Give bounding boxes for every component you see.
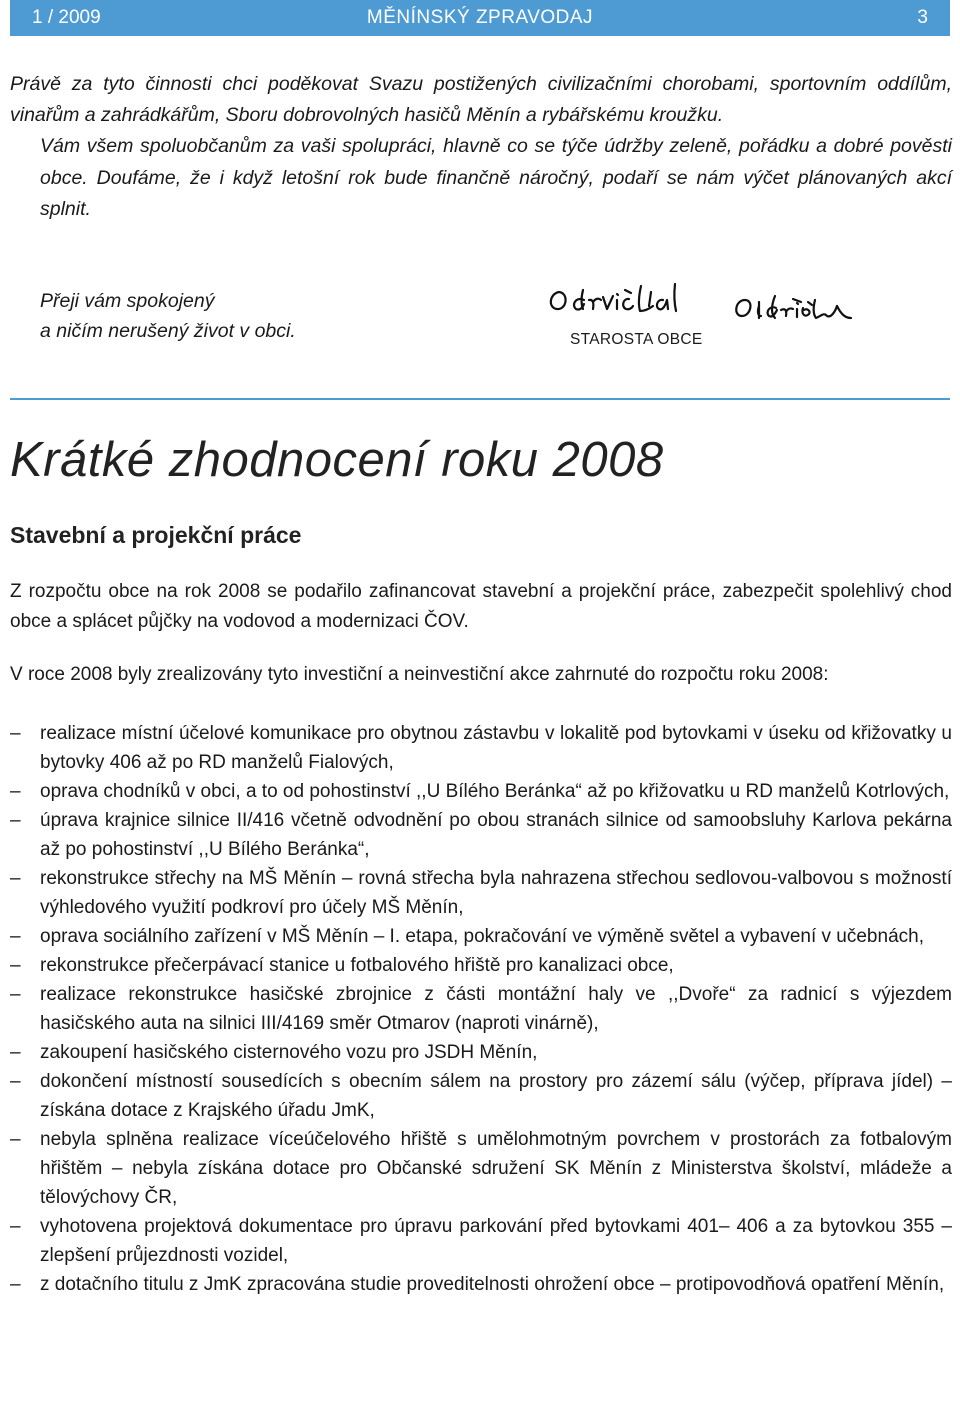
- list-dash: –: [10, 1274, 21, 1295]
- issue-number: 1 / 2009: [32, 7, 101, 28]
- list-dash: –: [10, 1071, 21, 1092]
- page-header: [10, 0, 950, 36]
- thanks-paragraph: [10, 69, 952, 225]
- list-item-text: úprava krajnice silnice II/416 včetně odvodnění po obou stranách silnice od samoobsluhy Karlova pekárna až po pohostinství ,,U Bílého Beránka“,: [40, 810, 952, 860]
- wish-line-1: Přeji vám spokojený: [40, 290, 215, 312]
- list-item: [10, 1067, 952, 1125]
- list-item-text: oprava sociálního zařízení v MŠ Měnín – I. etapa, pokračování ve výměně světel a vybavení v učebnách,: [40, 926, 924, 947]
- signer-title: STAROSTA OBCE: [570, 331, 703, 348]
- section-divider: [10, 398, 950, 400]
- list-item: [10, 777, 952, 806]
- list-item-text: realizace místní účelové komunikace pro obytnou zástavbu v lokalitě pod bytovkami v úseku od křižovatky u bytovky 406 až po RD manželů Fialových,: [40, 723, 952, 773]
- wish-line-2: a ničím nerušený život v obci.: [40, 320, 296, 342]
- lead-paragraph: V roce 2008 byly zrealizovány tyto investiční a neinvestiční akce zahrnuté do rozpočtu roku 2008:: [10, 664, 829, 685]
- list-item: [10, 980, 952, 1038]
- list-dash: –: [10, 868, 21, 889]
- list-item-text: oprava chodníků v obci, a to od pohostinství ,,U Bílého Beránka“ až po křižovatku u RD manželů Kotrlových,: [40, 781, 950, 802]
- newsletter-title: MĚNÍNSKÝ ZPRAVODAJ: [366, 7, 594, 28]
- section-heading: Stavební a projekční práce: [10, 522, 302, 548]
- list-item-text: vyhotovena projektová dokumentace pro úpravu parkování před bytovkami 401– 406 a za bytovkou 355 – zlepšení průjezdnosti vozidel,: [40, 1216, 952, 1266]
- list-dash: –: [10, 723, 21, 744]
- list-item: [10, 922, 952, 951]
- list-item-text: realizace rekonstrukce hasičské zbrojnice z části montážní haly ve ,,Dvoře“ za radnicí s výjezdem hasičského auta na silnici III/4169 směr Otmarov (naproti vinárně),: [40, 984, 952, 1034]
- page-number: 3: [917, 7, 928, 28]
- list-dash: –: [10, 926, 21, 947]
- list-item: [10, 864, 952, 922]
- list-item: [10, 806, 952, 864]
- thanks-text-2: Vám všem spoluobčanům za vaši spolupráci, hlavně co se týče údržby zeleně, pořádku a dobré pověsti obce. Doufáme, že i když letošní rok bude finančně náročný, podaří se nám výčet plánovaných akcí splnit.: [40, 135, 952, 220]
- list-item: [10, 719, 952, 777]
- list-dash: –: [10, 1042, 21, 1063]
- closing-wish: [40, 286, 296, 346]
- intro-paragraph: Z rozpočtu obce na rok 2008 se podařilo zafinancovat stavební a projekční práce, zabezpečit spolehlivý chod obce a splácet půjčky na vodovod a modernizaci ČOV.: [10, 581, 952, 633]
- list-item: [10, 1038, 952, 1067]
- list-dash: –: [10, 1129, 21, 1150]
- list-item-text: zakoupení hasičského cisternového vozu pro JSDH Měnín,: [40, 1042, 538, 1063]
- mayor-signature: [545, 278, 855, 336]
- list-item: [10, 951, 952, 980]
- list-dash: –: [10, 984, 21, 1005]
- list-item-text: rekonstrukce střechy na MŠ Měnín – rovná střecha byla nahrazena střechou sedlovou-valbovou s možností výhledového využití podkroví pro účely MŠ Měnín,: [40, 868, 952, 918]
- list-item: [10, 1212, 952, 1270]
- list-dash: –: [10, 781, 21, 802]
- list-dash: –: [10, 955, 21, 976]
- list-item-text: nebyla splněna realizace víceúčelového hřiště s umělohmotným povrchem v prostorách za fotbalovým hřištěm – nebyla získána dotace pro Občanské sdružení SK Měnín z Ministerstva školství, mládeže a tělovýchovy ČR,: [40, 1129, 952, 1208]
- list-item: [10, 1125, 952, 1212]
- list-dash: –: [10, 810, 21, 831]
- list-item: [10, 1270, 952, 1299]
- thanks-text-1: Právě za tyto činnosti chci poděkovat Svazu postižených civilizačními chorobami, sportovním oddílům, vinařům a zahrádkářům, Sboru dobrovolných hasičů Měnín a rybářskému kroužku.: [10, 73, 952, 127]
- list-dash: –: [10, 1216, 21, 1237]
- list-item-text: rekonstrukce přečerpávací stanice u fotbalového hřiště pro kanalizaci obce,: [40, 955, 674, 976]
- article-title: Krátké zhodnocení roku 2008: [10, 433, 664, 487]
- list-item-text: z dotačního titulu z JmK zpracována studie proveditelnosti ohrožení obce – protipovodňová opatření Měnín,: [40, 1274, 945, 1295]
- list-item-text: dokončení místností sousedících s obecním sálem na prostory pro zázemí sálu (výčep, příprava jídel) – získána dotace z Krajského úřadu JmK,: [40, 1071, 952, 1121]
- actions-list: [10, 719, 952, 1299]
